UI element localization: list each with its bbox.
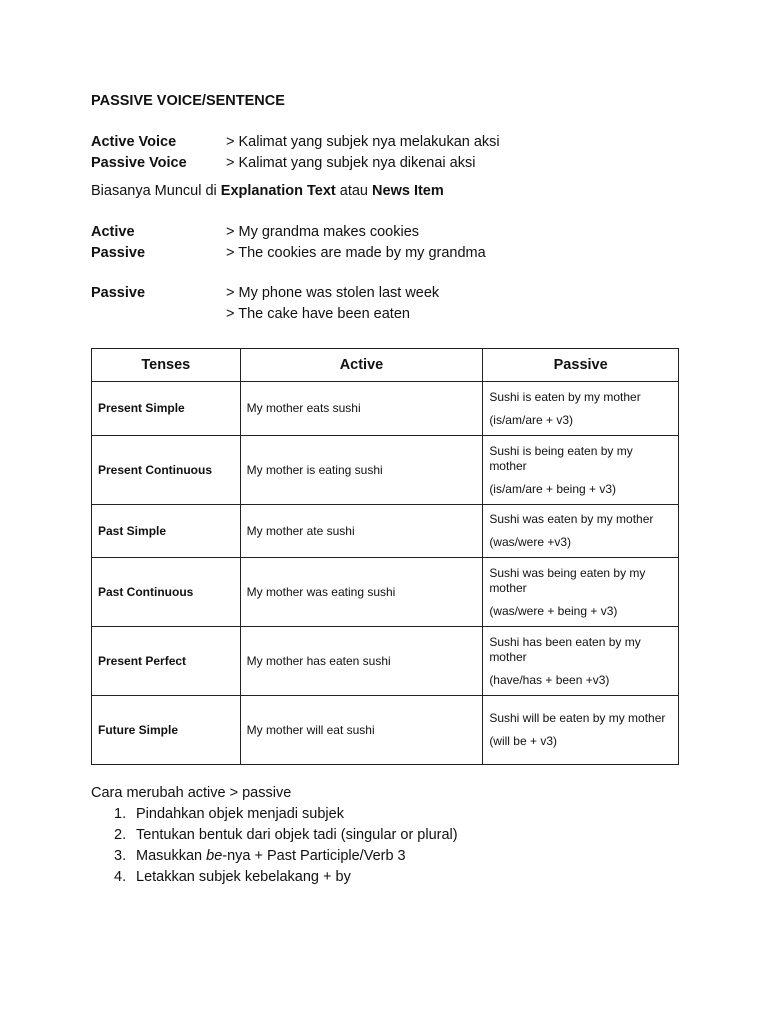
usage-connector: atau (339, 183, 368, 199)
definition-passive (91, 153, 681, 174)
example-text (226, 283, 681, 304)
list-item (114, 867, 681, 888)
arrow-glyph: > (226, 306, 235, 322)
example-sentence: The cookies are made by my grandma (238, 245, 486, 261)
step-text: Pindahkan objek menjadi subjek (136, 806, 344, 822)
passive-sentence: Sushi was being eaten by my mother (489, 565, 646, 595)
definition-term: Active Voice (91, 134, 177, 150)
active-cell: My mother is eating sushi (240, 436, 483, 505)
example-sentence: My phone was stolen last week (238, 285, 440, 301)
header-passive: Passive (483, 349, 679, 382)
examples-set-2 (91, 283, 681, 325)
passive-formula: (was/were + being + v3) (489, 603, 618, 618)
arrow-glyph: > (226, 155, 235, 171)
passive-formula: (will be + v3) (489, 734, 557, 748)
active-cell: My mother will eat sushi (240, 696, 483, 765)
step-number: 2. (114, 827, 127, 843)
example-sentence: The cake have been eaten (238, 306, 410, 322)
usage-note (91, 181, 681, 202)
example-text (226, 222, 681, 243)
active-cell: My mother was eating sushi (240, 558, 483, 627)
active-cell: My mother ate sushi (240, 505, 483, 558)
step-number: 1. (114, 806, 127, 822)
step-emphasis: be (206, 848, 223, 864)
example-term: Passive (91, 285, 146, 301)
table-row (92, 627, 679, 696)
arrow-glyph: > (226, 245, 235, 261)
step-text: Masukkan (136, 848, 207, 864)
table-row (92, 505, 679, 558)
header-active: Active (240, 349, 483, 382)
table-row (92, 558, 679, 627)
conversion-steps (91, 783, 681, 888)
step-text: -nya + Past Participle/Verb 3 (222, 848, 406, 864)
passive-formula: (is/am/are + being + v3) (489, 481, 617, 496)
steps-intro: Cara merubah active > passive (91, 785, 292, 801)
table-row (92, 382, 679, 436)
steps-list (91, 804, 681, 888)
passive-cell (483, 436, 679, 505)
passive-cell (483, 505, 679, 558)
passive-formula: (is/am/are + v3) (489, 412, 574, 427)
definition-text (226, 132, 681, 153)
example-text (226, 304, 681, 325)
example-term (91, 304, 226, 325)
example-sentence: My grandma makes cookies (238, 224, 420, 240)
tense-cell: Present Perfect (92, 627, 241, 696)
example-text (226, 243, 681, 264)
passive-formula: (have/has + been +v3) (489, 672, 610, 687)
list-item (114, 846, 681, 867)
usage-prefix: Biasanya Muncul di (91, 183, 217, 199)
tense-cell: Future Simple (92, 696, 241, 765)
passive-formula: (was/were +v3) (489, 535, 572, 549)
tenses-table (91, 348, 679, 765)
passive-sentence: Sushi has been eaten by my mother (489, 634, 641, 664)
example-term: Passive (91, 245, 146, 261)
example-row (91, 222, 681, 243)
passive-sentence: Sushi will be eaten by my mother (489, 711, 666, 725)
usage-text-type-1: Explanation Text (220, 183, 336, 199)
example-term: Active (91, 224, 135, 240)
step-text: Letakkan subjek kebelakang + by (136, 869, 351, 885)
usage-text-type-2: News Item (372, 183, 444, 199)
table-header-row (92, 349, 679, 382)
example-row (91, 304, 681, 325)
page-title: PASSIVE VOICE/SENTENCE (91, 93, 285, 109)
passive-cell (483, 696, 679, 765)
passive-cell (483, 558, 679, 627)
passive-cell (483, 627, 679, 696)
header-tenses: Tenses (92, 349, 241, 382)
arrow-glyph: > (226, 224, 235, 240)
definition-active (91, 132, 681, 153)
table-row (92, 696, 679, 765)
definition-body: Kalimat yang subjek nya dikenai aksi (238, 155, 476, 171)
step-number: 3. (114, 848, 127, 864)
tense-cell: Present Continuous (92, 436, 241, 505)
arrow-glyph: > (226, 134, 235, 150)
passive-sentence: Sushi is eaten by my mother (489, 389, 641, 404)
passive-cell (483, 382, 679, 436)
definition-text (226, 153, 681, 174)
definition-term: Passive Voice (91, 155, 187, 171)
example-row (91, 283, 681, 304)
step-text: Tentukan bentuk dari objek tadi (singular or plural) (136, 827, 458, 843)
examples-set-1 (91, 222, 681, 264)
definitions (91, 132, 681, 174)
table-row (92, 436, 679, 505)
active-cell: My mother eats sushi (240, 382, 483, 436)
tense-cell: Past Continuous (92, 558, 241, 627)
list-item (114, 825, 681, 846)
tense-cell: Past Simple (92, 505, 241, 558)
step-number: 4. (114, 869, 127, 885)
example-row (91, 243, 681, 264)
definition-body: Kalimat yang subjek nya melakukan aksi (238, 134, 500, 150)
document-page (91, 92, 681, 325)
passive-sentence: Sushi was eaten by my mother (489, 512, 654, 526)
arrow-glyph: > (226, 285, 235, 301)
active-cell: My mother has eaten sushi (240, 627, 483, 696)
list-item (114, 804, 681, 825)
passive-sentence: Sushi is being eaten by my mother (489, 443, 633, 473)
tense-cell: Present Simple (92, 382, 241, 436)
